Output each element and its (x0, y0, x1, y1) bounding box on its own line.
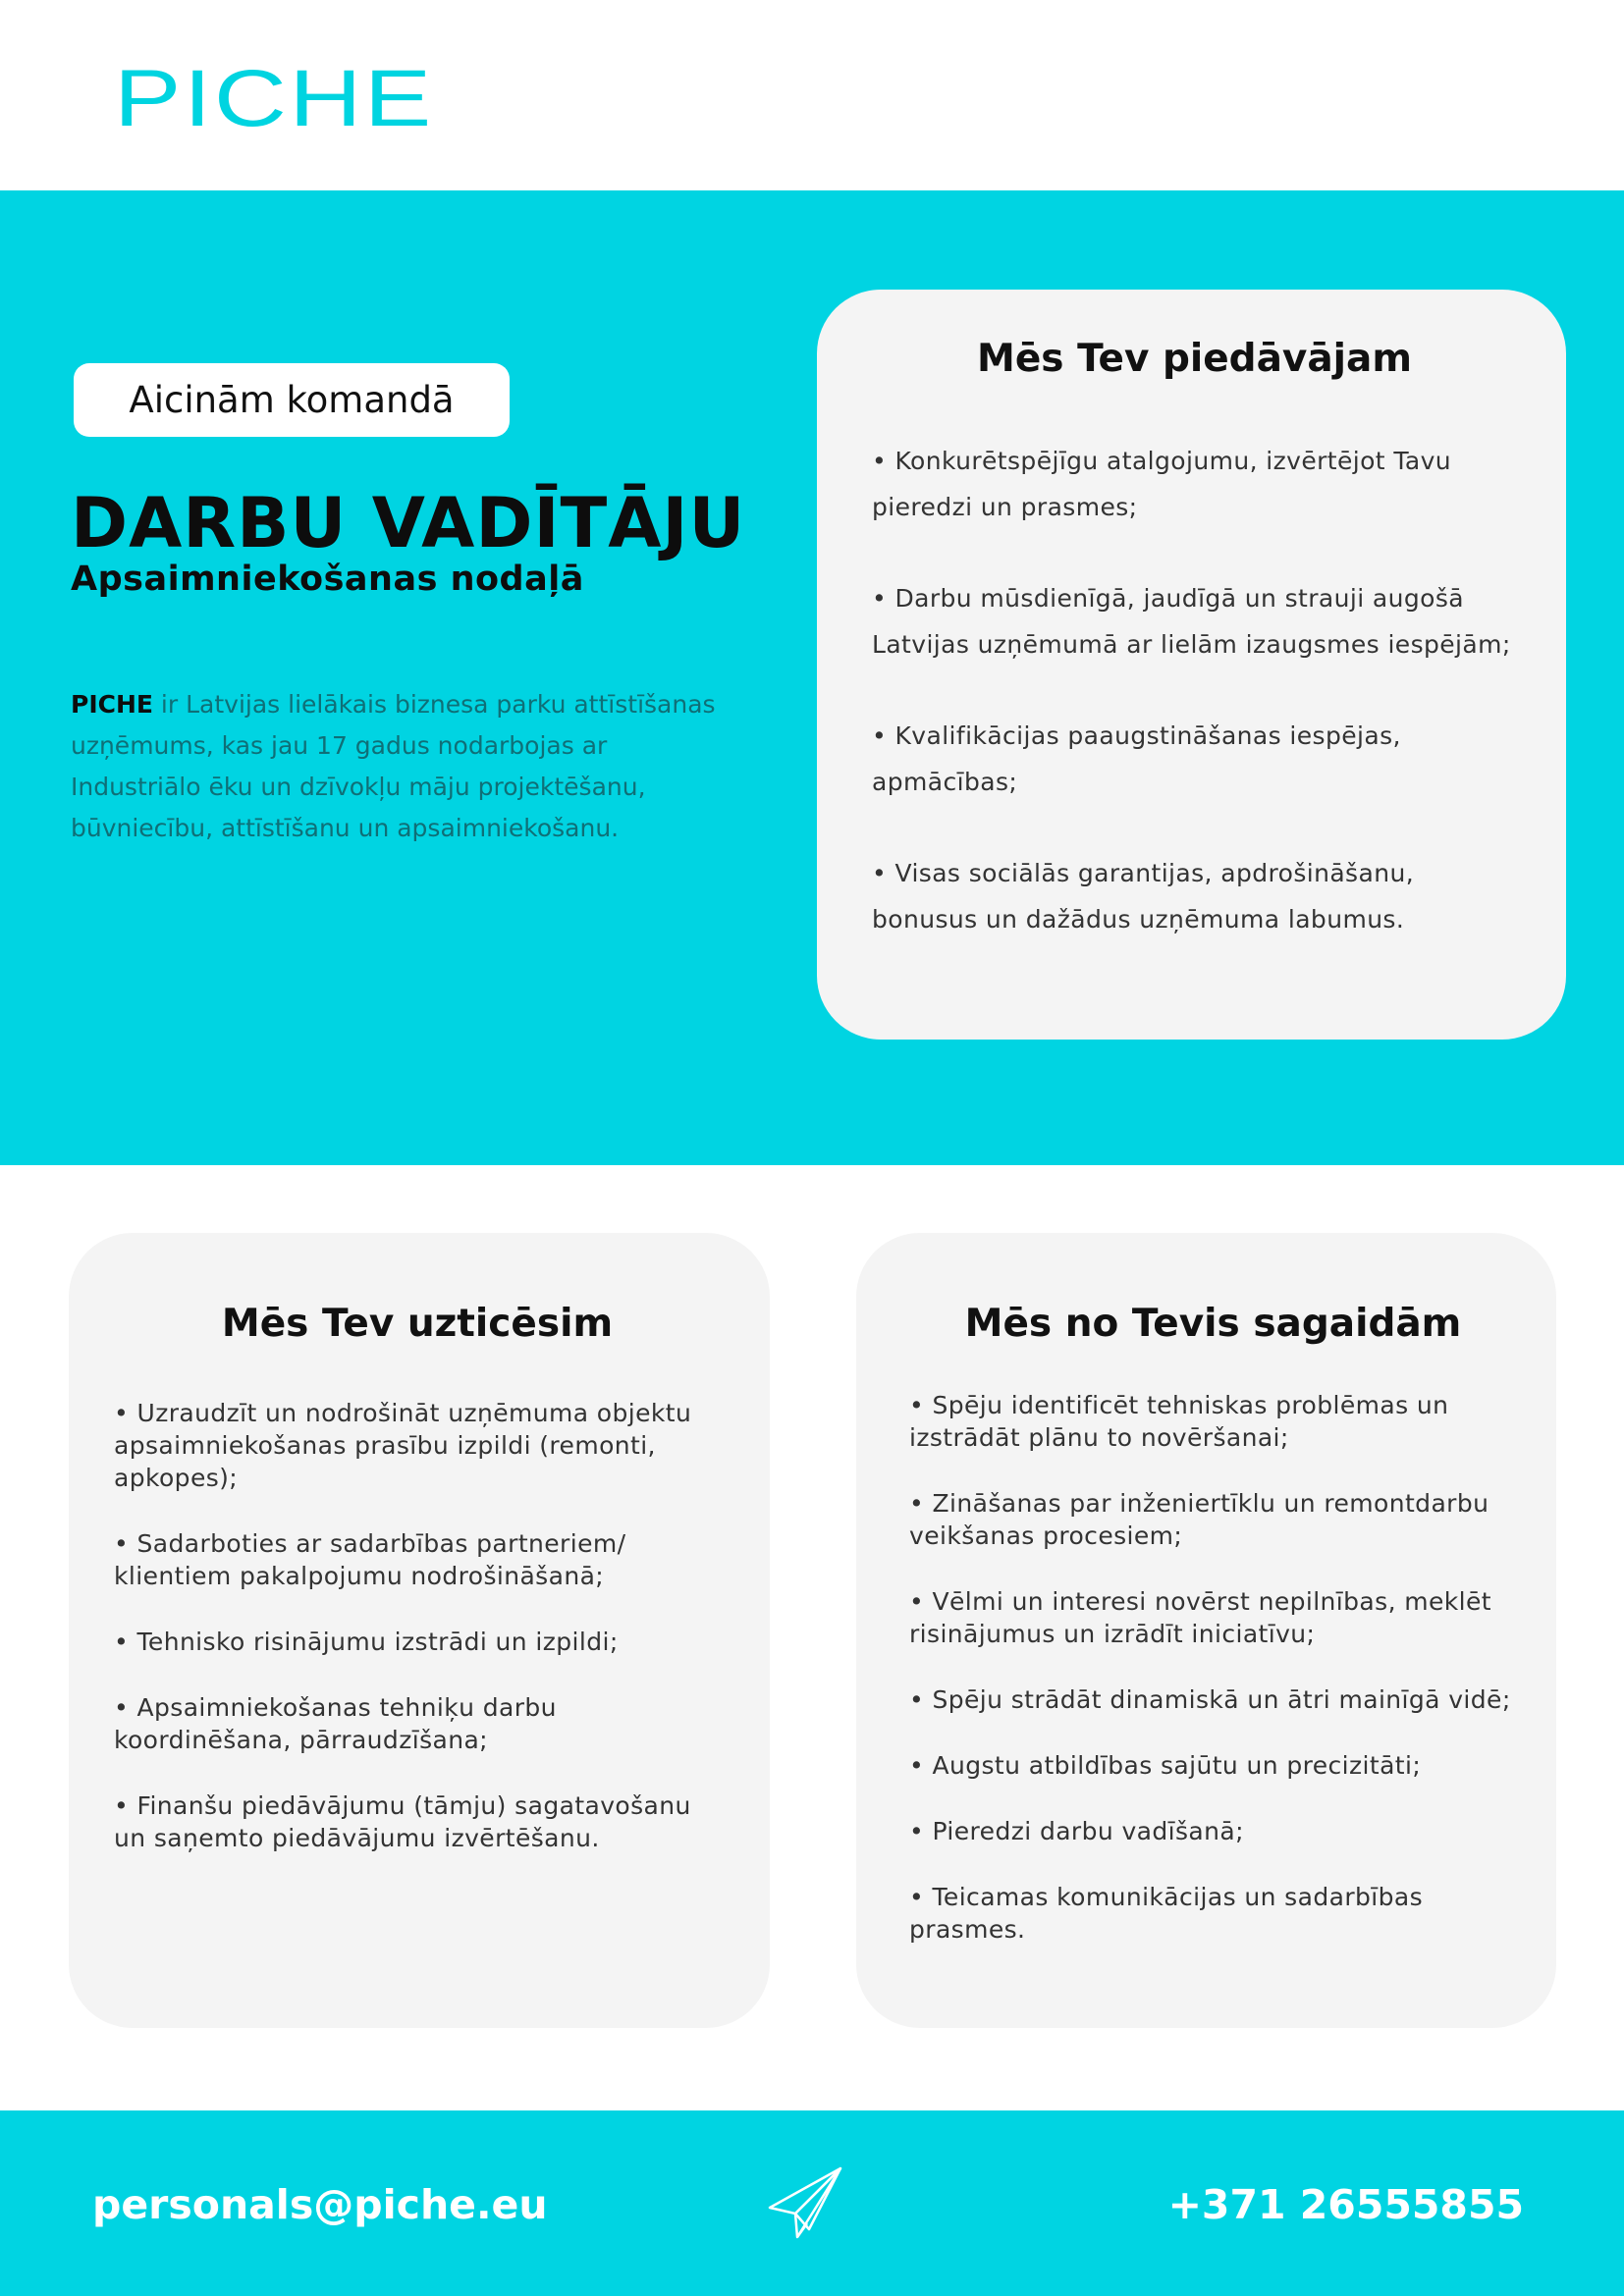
responsibility-item: • Uzraudzīt un nodrošināt uzņēmuma objektu apsaimniekošanas prasību izpildi (remonti, apkopes); (114, 1399, 692, 1492)
offer-item: • Kvalifikācijas paaugstināšanas iespējas, apmācības; (872, 721, 1401, 796)
requirements-card (856, 1233, 1556, 2028)
offer-item: • Visas sociālās garantijas, apdrošināšanu, bonusus un dažādus uzņēmuma labumus. (872, 859, 1415, 934)
offer-item: • Darbu mūsdienīgā, jaudīgā un strauji augošā Latvijas uzņēmumā ar lielām izaugsmes iespējām; (872, 584, 1511, 659)
responsibilities-card (69, 1233, 770, 2028)
requirement-item: • Pieredzi darbu vadīšanā; (909, 1817, 1244, 1845)
offer-card (817, 290, 1566, 1040)
piche-logo: PICHE (114, 54, 434, 143)
requirements-heading: Mēs no Tevis sagaidām (964, 1302, 1462, 1346)
responsibility-item: • Sadarboties ar sadarbības partneriem/ klientiem pakalpojumu nodrošināšanā; (114, 1529, 626, 1590)
offer-list (872, 438, 1517, 942)
job-department: Apsaimniekošanas nodaļā (71, 560, 584, 599)
responsibility-item: • Finanšu piedāvājumu (tāmju) sagatavošanu un saņemto piedāvājumu izvērtēšanu. (114, 1791, 691, 1852)
requirements-list (909, 1389, 1517, 1946)
responsibility-item: • Apsaimniekošanas tehniķu darbu koordinēšana, pārraudzīšana; (114, 1693, 557, 1754)
responsibility-item: • Tehnisko risinājumu izstrādi un izpildi; (114, 1628, 619, 1656)
requirement-item: • Teicamas komunikācijas un sadarbības prasmes. (909, 1883, 1424, 1944)
offer-heading: Mēs Tev piedāvājam (977, 337, 1412, 381)
job-title: DARBU VADĪTĀJU (71, 483, 746, 563)
contact-phone[interactable]: +371 26555855 (1167, 2181, 1524, 2228)
requirement-item: • Spēju strādāt dinamiskā un ātri mainīgā vidē; (909, 1685, 1511, 1714)
offer-item: • Konkurētspējīgu atalgojumu, izvērtējot Tavu pieredzi un prasmes; (872, 447, 1452, 521)
company-intro (71, 684, 738, 849)
responsibilities-list (114, 1397, 721, 1854)
requirement-item: • Zināšanas par inženiertīklu un remontdarbu veikšanas procesiem; (909, 1489, 1489, 1550)
requirement-item: • Vēlmi un interesi novērst nepilnības, meklēt risinājumus un izrādīt iniciatīvu; (909, 1587, 1491, 1648)
contact-email[interactable]: personals@piche.eu (92, 2181, 548, 2228)
requirement-item: • Spēju identificēt tehniskas problēmas un izstrādāt plānu to novēršanai; (909, 1391, 1449, 1452)
intro-text: ir Latvijas lielākais biznesa parku attīstīšanas uzņēmums, kas jau 17 gadus nodarbojas ar Industriālo ēku un dzīvokļu māju projektēšanu, būvniecību, attīstīšanu un apsaimniekošanu. (71, 690, 716, 842)
invite-badge: Aicinām komandā (74, 363, 510, 437)
paper-plane-icon (766, 2164, 844, 2243)
requirement-item: • Augstu atbildības sajūtu un precizitāti; (909, 1751, 1422, 1780)
intro-brand: PICHE (71, 690, 153, 719)
responsibilities-heading: Mēs Tev uzticēsim (221, 1302, 614, 1346)
